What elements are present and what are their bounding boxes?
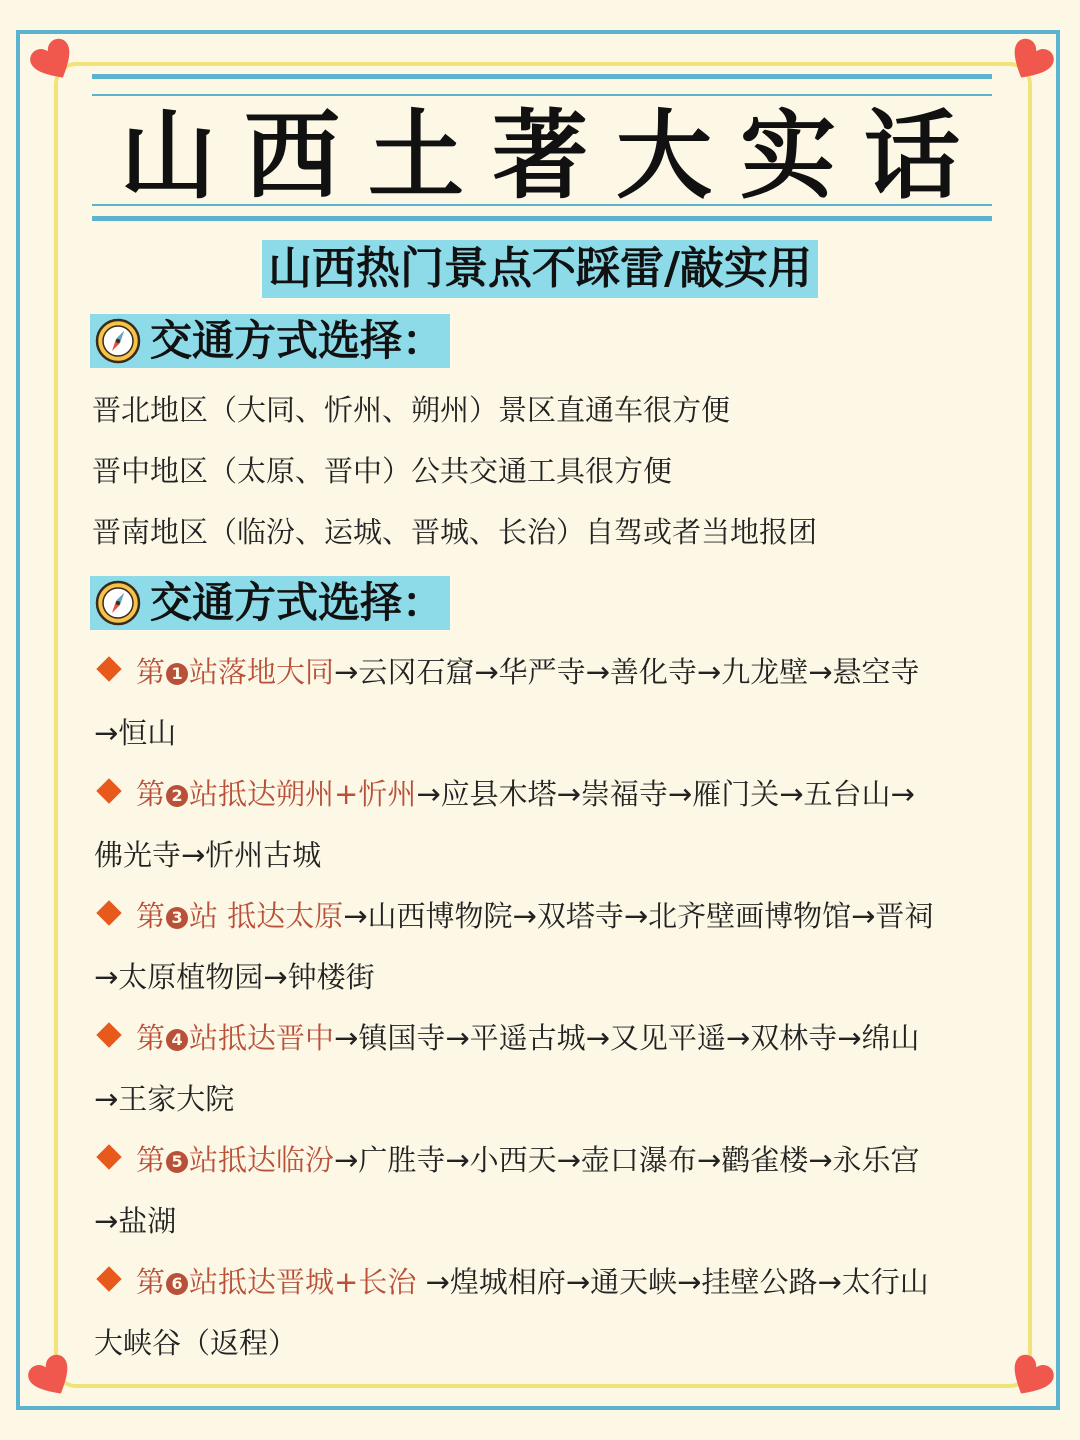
- route-item: [94, 896, 933, 936]
- route-path-continued: 佛光寺→忻州古城: [94, 838, 322, 872]
- list-item: 晋南地区（临汾、运城、晋城、长治）自驾或者当地报团: [92, 515, 818, 549]
- route-stop: 第 2 站抵达朔州+忻州: [136, 777, 417, 811]
- route-path: →山西博物院→双塔寺→北齐壁画博物馆→晋祠: [343, 899, 934, 933]
- route-path: →应县木塔→崇福寺→雁门关→五台山→: [416, 777, 915, 811]
- stop-number: 6: [166, 1273, 188, 1295]
- list-item: 晋北地区（大同、忻州、朔州）景区直通车很方便: [92, 393, 731, 427]
- diamond-icon: [96, 1022, 121, 1047]
- route-path-continued: →太原植物园→钟楼街: [94, 960, 375, 994]
- stop-number: 2: [166, 785, 188, 807]
- route-item: [94, 652, 920, 692]
- route-stop: 第 1 站落地大同: [136, 655, 335, 689]
- route-path-continued: →王家大院: [94, 1082, 235, 1116]
- diamond-icon: [96, 656, 121, 681]
- route-path: →镇国寺→平遥古城→又见平遥→双林寺→绵山: [334, 1021, 920, 1055]
- subtitle-wrap: [0, 240, 1080, 298]
- route-stop: 第 3 站 抵达太原: [136, 899, 344, 933]
- list-item: 晋中地区（太原、晋中）公共交通工具很方便: [92, 454, 673, 488]
- route-path-continued: 大峡谷（返程）: [94, 1326, 298, 1360]
- page-title: 山西土著大实话: [120, 100, 988, 212]
- section-heading-label: 交通方式选择：: [150, 578, 445, 627]
- stop-number: 3: [166, 907, 188, 929]
- route-item: [94, 774, 915, 814]
- route-stop: 第 6 站抵达晋城+长治: [136, 1265, 417, 1299]
- stop-number: 4: [166, 1029, 188, 1051]
- subtitle: 山西热门景点不踩雷/敲实用: [262, 240, 818, 298]
- section-heading-routes: [90, 576, 450, 630]
- compass-icon: [94, 579, 142, 627]
- route-item: [94, 1262, 929, 1302]
- title-rule-top: [92, 74, 992, 79]
- diamond-icon: [96, 778, 121, 803]
- stop-number: 1: [166, 663, 188, 685]
- route-path: →云冈石窟→华严寺→善化寺→九龙壁→悬空寺: [334, 655, 920, 689]
- diamond-icon: [96, 900, 121, 925]
- route-stop: 第 5 站抵达临汾: [136, 1143, 335, 1177]
- route-item: [94, 1018, 920, 1058]
- route-item: [94, 1140, 920, 1180]
- route-path: →煌城相府→通天峡→挂壁公路→太行山: [416, 1265, 929, 1299]
- diamond-icon: [96, 1266, 121, 1291]
- route-stop: 第 4 站抵达晋中: [136, 1021, 335, 1055]
- section-heading-label: 交通方式选择：: [150, 316, 445, 365]
- stop-number: 5: [166, 1151, 188, 1173]
- route-path-continued: →盐湖: [94, 1204, 177, 1238]
- route-path: →广胜寺→小西天→壶口瀑布→鹳雀楼→永乐宫: [334, 1143, 920, 1177]
- section-heading-transport: [90, 314, 450, 368]
- title-rule-bottom: [92, 216, 992, 221]
- diamond-icon: [96, 1144, 121, 1169]
- compass-icon: [94, 317, 142, 365]
- route-path-continued: →恒山: [94, 716, 177, 750]
